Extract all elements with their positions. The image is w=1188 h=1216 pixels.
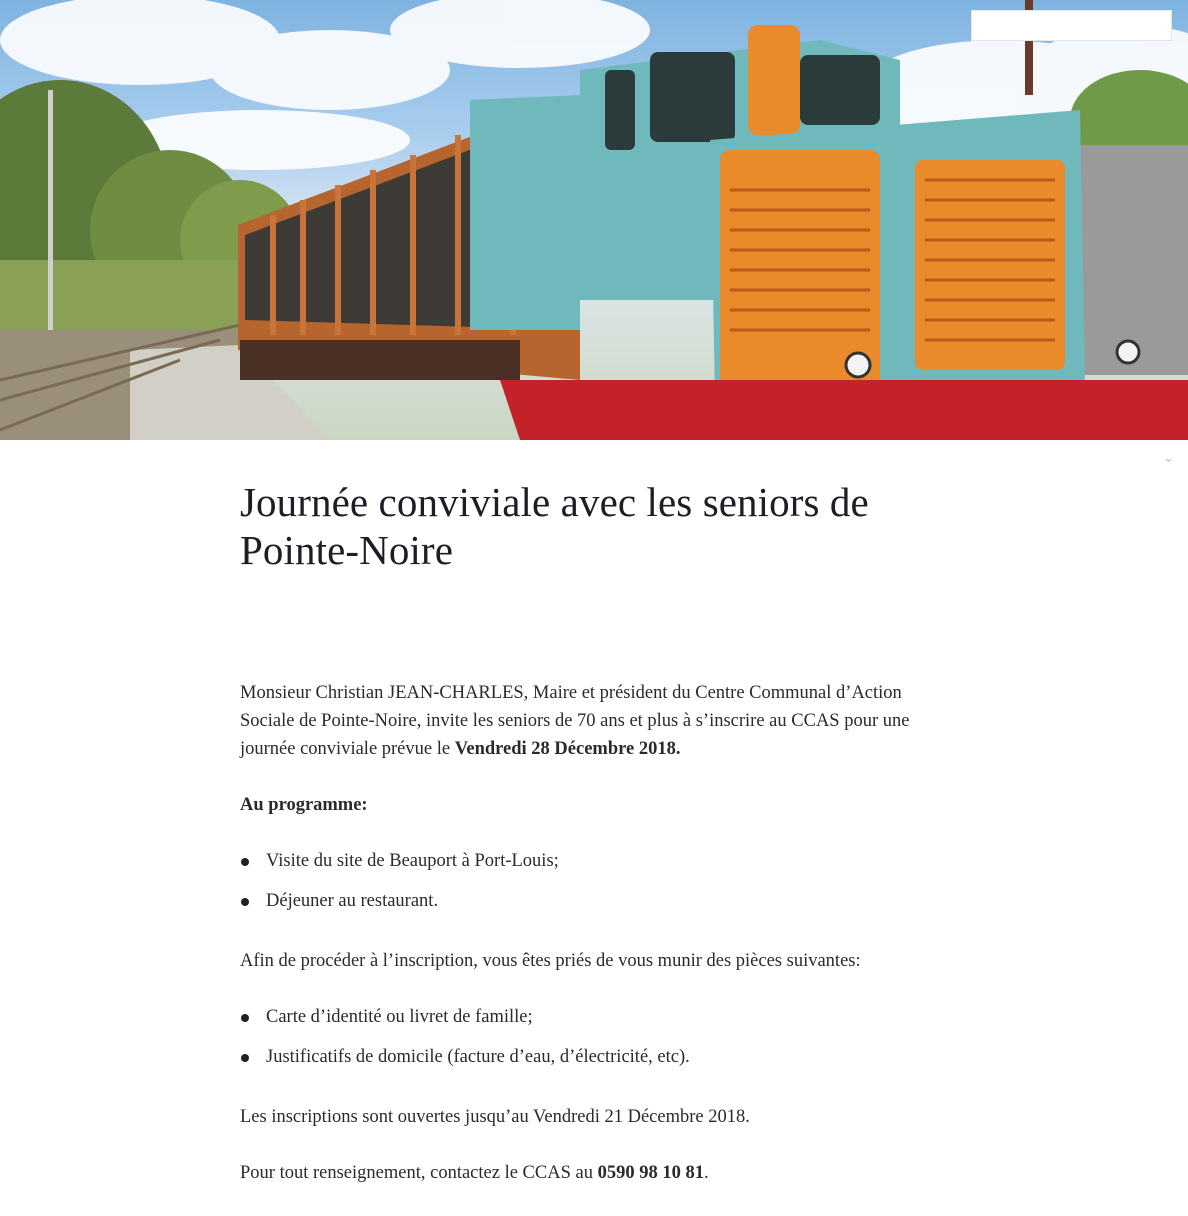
intro-text: Monsieur Christian JEAN-CHARLES, Maire et président du Centre Communal d’Action Sociale de Pointe-Noire, invite les seniors de 70 ans et plus à s’inscrire au CCAS pour une journée conviviale prévue le [240, 683, 910, 759]
bullet-icon [241, 1014, 249, 1022]
intro-paragraph [240, 679, 950, 763]
list-item [240, 847, 950, 875]
event-date: Vendredi 28 Décembre 2018. [454, 739, 681, 759]
page-title: Journée conviviale avec les seniors de Pointe-Noire [240, 479, 869, 573]
program-list [240, 847, 950, 915]
contact-phone: 0590 98 10 81 [597, 1163, 704, 1183]
hero-image [0, 0, 1188, 440]
program-heading: Au programme: [240, 795, 368, 815]
article-body [240, 679, 950, 1187]
chevron-down-icon[interactable]: ⌄ [1163, 451, 1174, 466]
list-item [240, 1003, 950, 1031]
documents-list [240, 1003, 950, 1071]
contact-text: Pour tout renseignement, contactez le CCAS au [240, 1163, 598, 1183]
registration-deadline: Les inscriptions sont ouvertes jusqu’au Vendredi 21 Décembre 2018. [240, 1107, 750, 1127]
bullet-icon [241, 858, 249, 866]
train-illustration [0, 0, 1188, 440]
list-item-text: Visite du site de Beauport à Port-Louis; [266, 851, 559, 871]
bullet-icon [241, 898, 249, 906]
list-item-text: Carte d’identité ou livret de famille; [266, 1007, 533, 1027]
documents-intro: Afin de procéder à l’inscription, vous êtes priés de vous munir des pièces suivantes: [240, 951, 861, 971]
list-item-text: Justificatifs de domicile (facture d’eau, d’électricité, etc). [266, 1047, 690, 1067]
search-box[interactable] [971, 10, 1172, 41]
contact-end: . [703, 1163, 709, 1183]
list-item [240, 887, 950, 915]
bullet-icon [241, 1054, 249, 1062]
contact-paragraph [240, 1159, 950, 1187]
list-item [240, 1043, 950, 1071]
list-item-text: Déjeuner au restaurant. [266, 891, 439, 911]
